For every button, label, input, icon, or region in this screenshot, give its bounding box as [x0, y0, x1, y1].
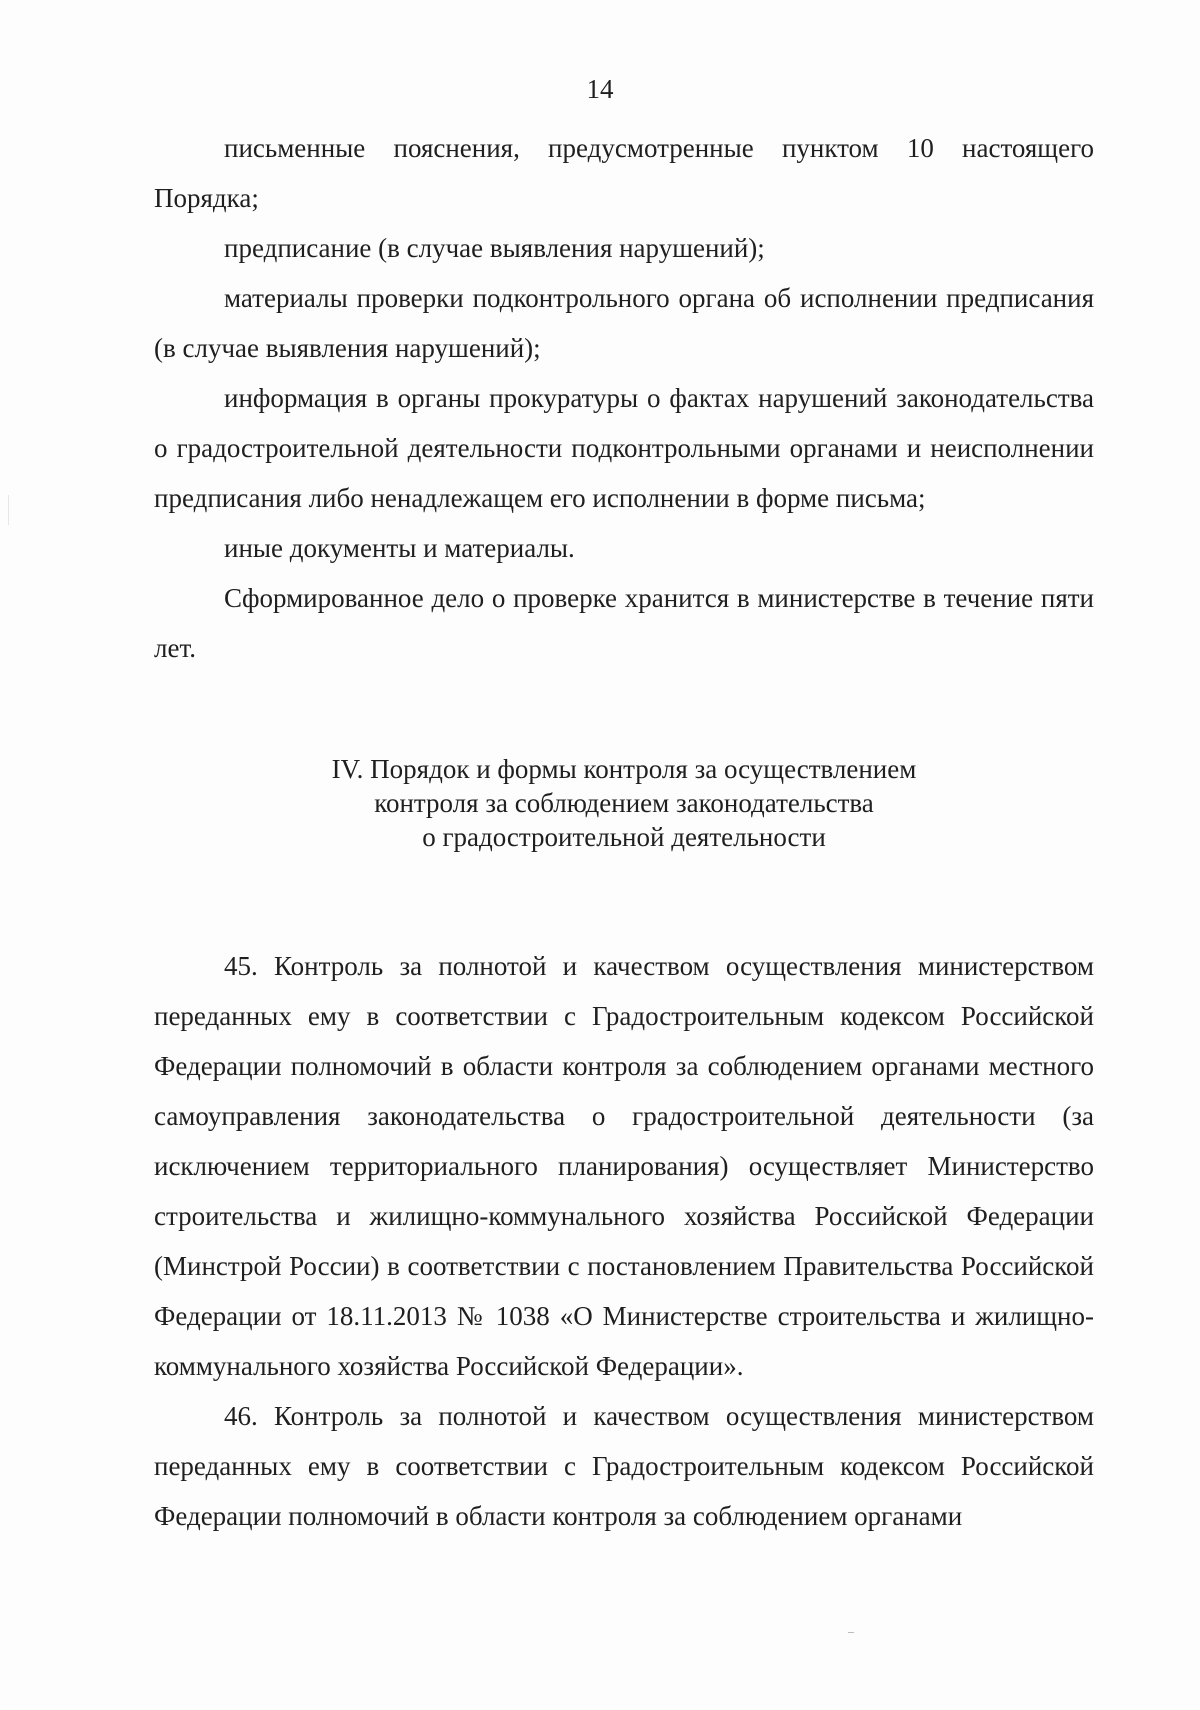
paragraph-prosecutor-info: информация в органы прокуратуры о фактах нарушений законодательства о градостроительной деятельности подконтрольными органами и неисполнении предписания либо ненадлежащем его исполнении в форме письма; [154, 383, 1094, 513]
paragraph-group-top [154, 123, 1094, 673]
paragraph-inspection-materials: материалы проверки подконтрольного органа об исполнении предписания (в случае выявления нарушений); [154, 283, 1094, 363]
paragraph-case-storage: Сформированное дело о проверке хранится в министерстве в течение пяти лет. [154, 583, 1094, 663]
paragraph-group-bottom [154, 941, 1094, 1541]
paragraph-order: предписание (в случае выявления нарушений); [224, 233, 765, 263]
scan-artifact [848, 1632, 854, 1633]
section-heading [154, 752, 1094, 854]
paragraph-explanations: письменные пояснения, предусмотренные пунктом 10 настоящего Порядка; [154, 133, 1094, 213]
page-number: 14 [586, 74, 614, 104]
paragraph-other-documents: иные документы и материалы. [224, 533, 575, 563]
section-heading-line-2: контроля за соблюдением законодательства [374, 788, 874, 818]
paragraph-46: 46. Контроль за полнотой и качеством осуществления министерством переданных ему в соответствии с Градостроительным кодексом Российской Федерации полномочий в области контроля за соблюдением органами [154, 1401, 1094, 1531]
section-heading-line-3: о градостроительной деятельности [422, 822, 826, 852]
section-heading-line-1: IV. Порядок и формы контроля за осуществлением [331, 754, 917, 784]
scan-edge-artifact [8, 495, 9, 525]
paragraph-45: 45. Контроль за полнотой и качеством осуществления министерством переданных ему в соответствии с Градостроительным кодексом Российской Федерации полномочий в области контроля за соблюдением органами местного самоуправления законодательства о градостроительной деятельности (за исключением территориального планирования) осуществляет Министерство строительства и жилищно-коммунального хозяйства Российской Федерации (Минстрой России) в соответствии с постановлением Правительства Российской Федерации от 18.11.2013 № 1038 «О Министерстве строительства и жилищно-коммунального хозяйства Российской Федерации». [154, 951, 1094, 1381]
